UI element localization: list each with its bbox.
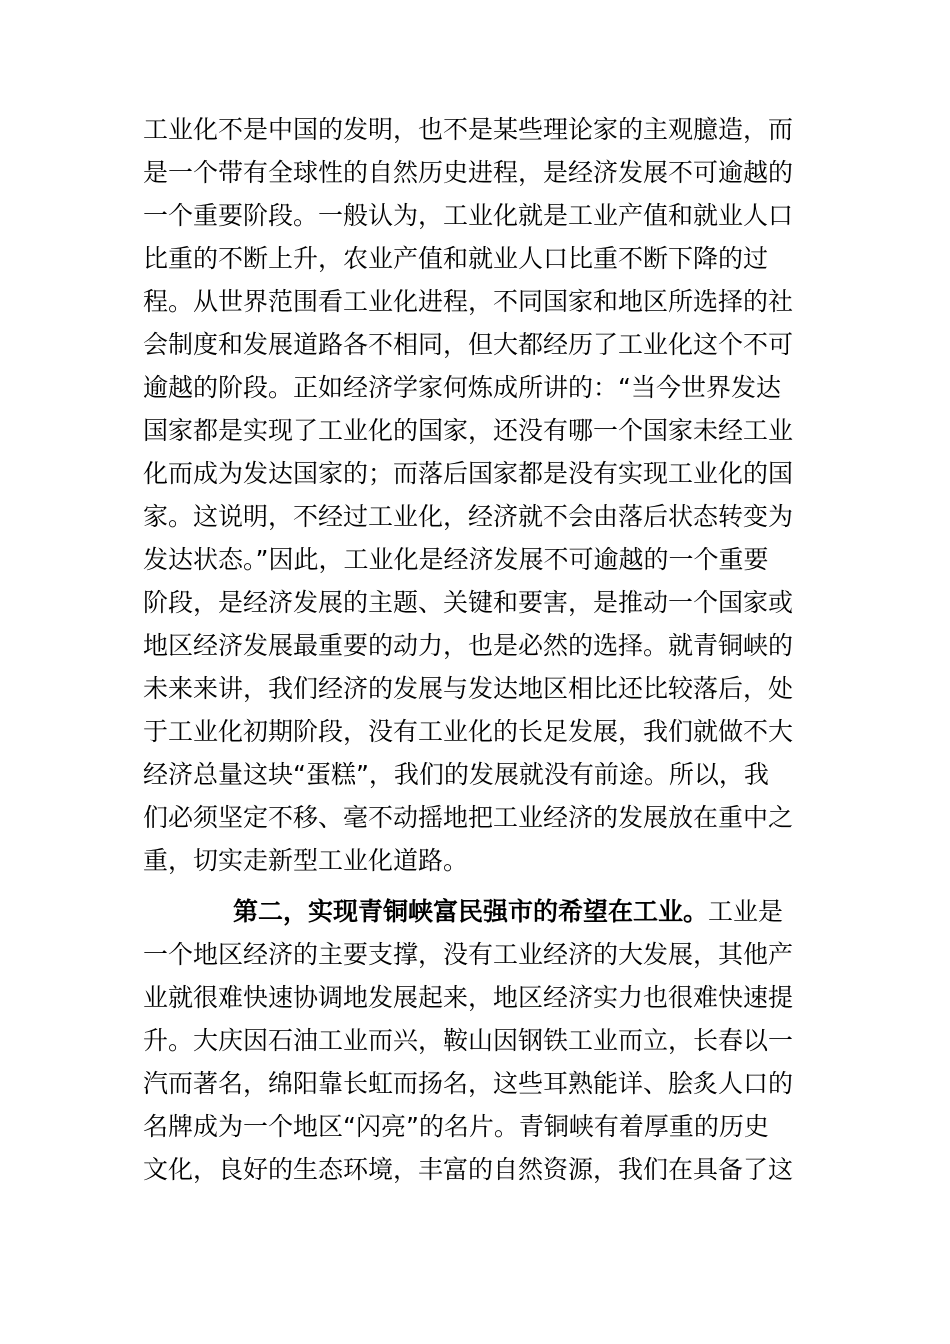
text-line: 会制度和发展道路各不相同，但大都经历了工业化这个不可	[143, 330, 794, 359]
text-line: 工业化不是中国的发明，也不是某些理论家的主观臆造，而	[143, 115, 794, 144]
text-line: 文化，良好的生态环境，丰富的自然资源，我们在具备了这	[143, 1155, 794, 1184]
text-line: 经济总量这块“蛋糕”，我们的发展就没有前途。所以，我	[143, 760, 769, 789]
text-line: 一个重要阶段。一般认为，工业化就是工业产值和就业人口	[143, 201, 794, 230]
text-line: 一个地区经济的主要支撑，没有工业经济的大发展，其他产	[143, 940, 794, 969]
text-line: 业就很难快速协调地发展起来，地区经济实力也很难快速提	[143, 983, 794, 1012]
section-heading: 第二，实现青铜峡富民强市的希望在工业。	[233, 897, 709, 926]
text-line: 地区经济发展最重要的动力，也是必然的选择。就青铜峡的	[143, 631, 794, 660]
text-line: 于工业化初期阶段，没有工业化的长足发展，我们就做不大	[143, 717, 794, 746]
text-line: 未来来讲，我们经济的发展与发达地区相比还比较落后，处	[143, 674, 794, 703]
text-line: 化而成为发达国家的；而落后国家都是没有实现工业化的国	[143, 459, 794, 488]
paragraph-industrialization	[143, 108, 833, 882]
text-line: 阶段，是经济发展的主题、关键和要害，是推动一个国家或	[143, 588, 794, 617]
text-line: 升。大庆因石油工业而兴，鞍山因钢铁工业而立，长春以一	[143, 1026, 794, 1055]
text-line: 比重的不断上升，农业产值和就业人口比重不断下降的过	[143, 244, 769, 273]
text-line: 汽而著名，绵阳靠长虹而扬名，这些耳熟能详、脍炙人口的	[143, 1069, 794, 1098]
text-line: 重，切实走新型工业化道路。	[143, 846, 469, 875]
text-fragment: 工业是	[708, 897, 784, 926]
paragraph-first-line	[143, 890, 833, 933]
text-line: 名牌成为一个地区“闪亮”的名片。青铜峡有着厚重的历史	[143, 1112, 769, 1141]
paragraph-second-point	[143, 890, 833, 1191]
text-line: 家。这说明，不经过工业化，经济就不会由落后状态转变为	[143, 502, 794, 531]
text-line: 发达状态。”因此，工业化是经济发展不可逾越的一个重要	[143, 545, 769, 574]
text-line: 国家都是实现了工业化的国家，还没有哪一个国家未经工业	[143, 416, 794, 445]
text-line: 逾越的阶段。正如经济学家何炼成所讲的：“当今世界发达	[143, 373, 781, 402]
text-line: 是一个带有全球性的自然历史进程，是经济发展不可逾越的	[143, 158, 794, 187]
text-line: 们必须坚定不移、毫不动摇地把工业经济的发展放在重中之	[143, 803, 794, 832]
text-line: 程。从世界范围看工业化进程，不同国家和地区所选择的社	[143, 287, 794, 316]
